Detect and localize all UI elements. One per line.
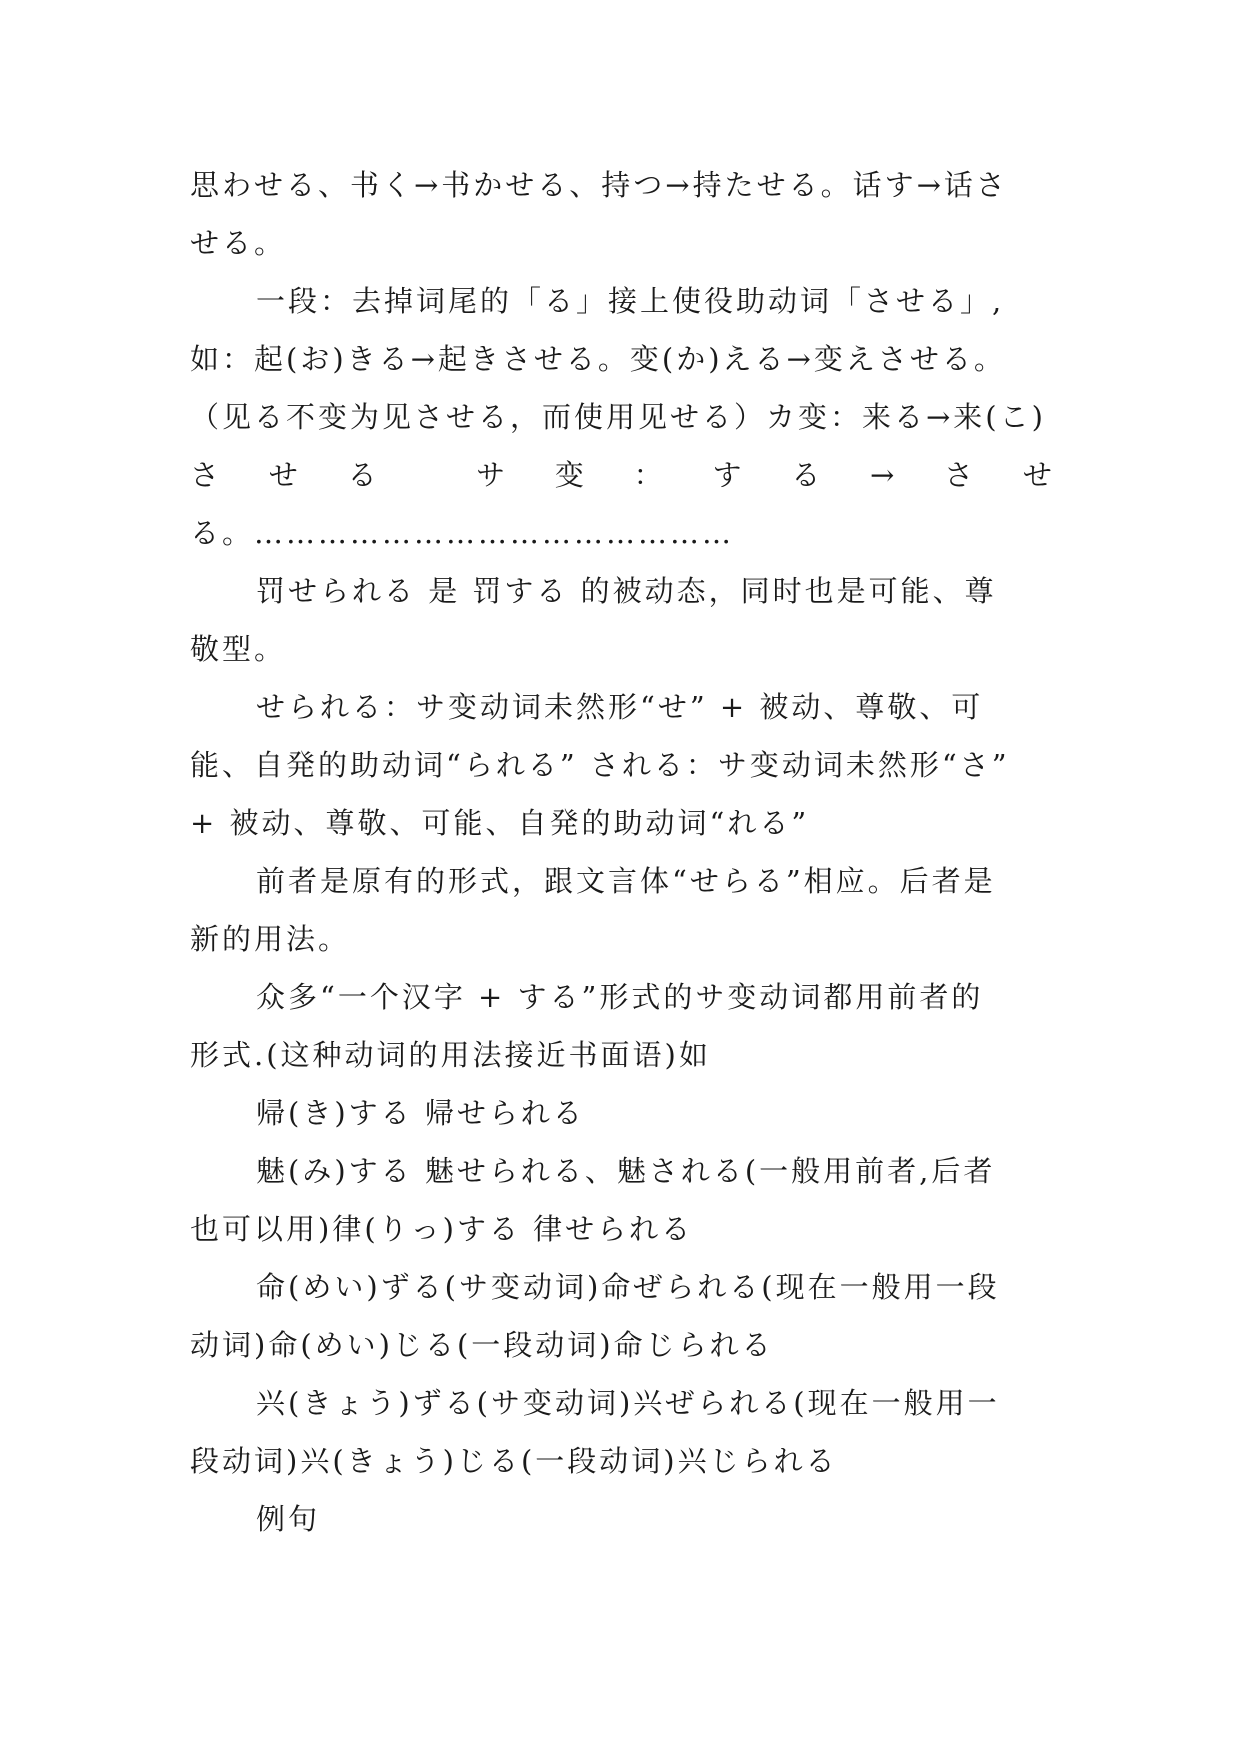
paragraph-line: 例句 bbox=[256, 1502, 321, 1536]
justified-char: す bbox=[712, 458, 742, 492]
text-line: 段动词)兴(きょう)じる(一段动词)兴じられる bbox=[190, 1444, 838, 1478]
justified-char: ： bbox=[633, 458, 663, 492]
text-line: 动词)命(めい)じる(一段动词)命じられる bbox=[190, 1328, 774, 1362]
text-line: 能、自発的助动词“られる” される：サ变动词未然形“さ” bbox=[190, 748, 1010, 782]
paragraph-line: 命(めい)ずる(サ变动词)命ぜられる(现在一般用一段 bbox=[256, 1270, 1000, 1304]
text-line: 也可以用)律(りっ)する 律せられる bbox=[190, 1212, 694, 1246]
justified-char: サ bbox=[476, 458, 506, 492]
text-line: 思わせる、书く→书かせる、持つ→持たせる。话す→话さ bbox=[190, 168, 1008, 202]
paragraph-line: 兴(きょう)ずる(サ变动词)兴ぜられる(现在一般用一 bbox=[256, 1386, 1000, 1420]
document-body bbox=[190, 156, 1052, 1548]
justified-char: さ bbox=[190, 458, 220, 492]
paragraph-line: 一段：去掉词尾的「る」接上使役助动词「させる」, bbox=[256, 284, 1005, 318]
text-line: 敬型。 bbox=[190, 632, 287, 666]
paragraph-line: 帰(き)する 帰せられる bbox=[256, 1096, 585, 1130]
justified-char: せ bbox=[268, 458, 298, 492]
paragraph-line: 魅(み)する 魅せられる、魅される(一般用前者,后者 bbox=[256, 1154, 996, 1188]
paragraph-line: 众多“一个汉字 + する”形式的サ变动词都用前者的 bbox=[256, 980, 984, 1014]
text-line: 形式.(这种动词的用法接近书面语)如 bbox=[190, 1038, 711, 1072]
justified-char: せ bbox=[1022, 458, 1052, 492]
paragraph-line: 前者是原有的形式，跟文言体“せらる”相应。后者是 bbox=[256, 864, 996, 898]
text-line: 如：起(お)きる→起きさせる。变(か)える→变えさせる。 bbox=[190, 342, 1006, 376]
paragraph-line: 罚せられる 是 罚する 的被动态，同时也是可能、尊 bbox=[256, 574, 997, 608]
text-line: せる。 bbox=[190, 226, 287, 260]
text-line: 新的用法。 bbox=[190, 922, 351, 956]
text-line: + 被动、尊敬、可能、自発的助动词“れる” bbox=[190, 806, 810, 840]
justified-char: 变 bbox=[554, 458, 584, 492]
justified-char: さ bbox=[944, 458, 974, 492]
paragraph-line: せられる：サ变动词未然形“せ” + 被动、尊敬、可 bbox=[256, 690, 984, 724]
text-line: （见る不变为见させる，而使用见せる）カ变：来る→来(こ) bbox=[190, 400, 1046, 434]
justified-char: → bbox=[870, 458, 895, 492]
justified-text-line bbox=[190, 446, 1052, 504]
justified-char: る bbox=[791, 458, 821, 492]
text-line: る。……………………………………… bbox=[190, 516, 735, 550]
justified-char: る bbox=[347, 458, 377, 492]
